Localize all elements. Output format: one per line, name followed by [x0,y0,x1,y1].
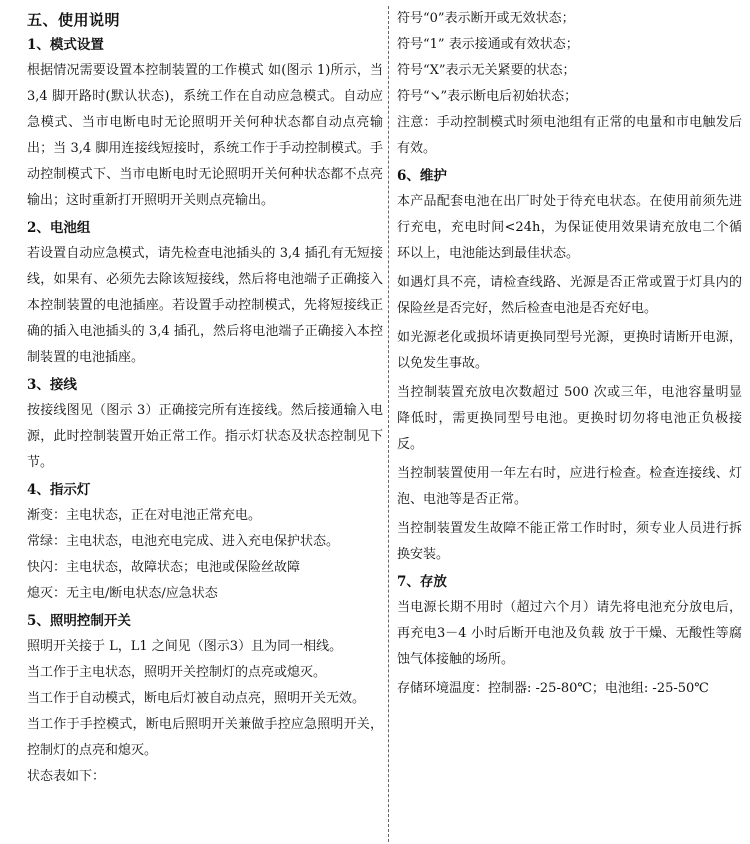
indicator-heading: 4、指示灯 [27,482,91,498]
section-title: 五、使用说明 [27,11,121,29]
maintenance-paragraph: 本产品配套电池在出厂时处于待充电状态。在使用前须先进行充电，充电时间<24h，为保证使用效果请充放电二个循环以上，电池能达到最佳状态。 [397,194,742,261]
lighting-switch-paragraph: 照明开关接于 L，L1 之间见（图示3）且为同一相线。 [27,639,343,654]
symbol-line: 符号“0”表示断开或无效状态； [397,11,575,26]
storage-temperature: 存储环境温度：控制器: -25-80℃；电池组: -25-50℃ [397,681,709,696]
indicator-item: 常绿：主电状态，电池充电完成、进入充电保护状态。 [27,534,340,549]
right-column [397,0,742,705]
note-text: 注意：手动控制模式时须电池组有正常的电量和市电触发后有效。 [397,115,742,156]
lighting-switch-paragraph: 当工作于手控模式，断电后照明开关兼做手控应急照明开关，控制灯的点亮和熄灭。 [27,717,383,758]
battery-text: 若设置自动应急模式，请先检查电池插头的 3,4 插孔有无短接线，如果有、必须先去除该短接线，然后将电池端子正确接入本控制装置的电池插座。若设置手动控制模式，先将短接线正确的插入电池插头的 3,4 插孔，然后将电池端子正确接入本控制装置的电池插座。 [27,246,383,365]
battery-heading: 2、电池组 [27,220,91,236]
lighting-switch-paragraph: 当工作于主电状态，照明开关控制灯的点亮或熄灭。 [27,665,327,680]
symbol-line: 符号“X”表示无关紧要的状态； [397,63,576,78]
maintenance-heading: 6、维护 [397,168,447,184]
indicator-item: 渐变：主电状态，正在对电池正常充电。 [27,508,262,523]
lighting-switch-heading: 5、照明控制开关 [27,613,131,629]
wiring-heading: 3、接线 [27,377,77,393]
mode-setting-heading: 1、模式设置 [27,37,104,53]
maintenance-paragraph: 当控制装置充放电次数超过 500 次或三年，电池容量明显降低时，需更换同型号电池。更换时切勿将电池正负极接反。 [397,385,742,452]
lighting-switch-paragraph: 当工作于自动模式，断电后灯被自动点亮，照明开关无效。 [27,691,366,706]
column-divider [388,6,389,842]
indicator-item: 熄灭：无主电/断电状态/应急状态 [27,586,218,601]
storage-paragraph: 当电源长期不用时（超过六个月）请先将电池充分放电后，再充电3－4 小时后断开电池及负载 放于干燥、无酸性等腐蚀气体接触的场所。 [397,600,742,667]
storage-heading: 7、存放 [397,574,447,590]
status-table-caption: 状态表如下： [27,769,106,784]
indicator-item: 快闪：主电状态，故障状态；电池或保险丝故障 [27,560,301,575]
symbol-line: 符号“↘”表示断电后初始状态； [397,89,578,104]
wiring-text: 按接线图见（图示 3）正确接完所有连接线。然后接通输入电源，此时控制装置开始正常工作。指示灯状态及状态控制见下节。 [27,403,383,470]
maintenance-paragraph: 如光源老化或损坏请更换同型号光源，更换时请断开电源，以免发生事故。 [397,330,742,371]
symbol-line: 符号“1” 表示接通或有效状态； [397,37,579,52]
maintenance-paragraph: 当控制装置使用一年左右时，应进行检查。检查连接线、灯泡、电池等是否正常。 [397,466,742,507]
maintenance-paragraph: 如遇灯具不亮，请检查线路、光源是否正常或置于灯具内的保险丝是否完好，然后检查电池是否充好电。 [397,275,742,316]
mode-setting-text: 根据情况需要设置本控制装置的工作模式 如(图示 1)所示，当 3,4 脚开路时(默认状态)，系统工作在自动应急模式。自动应急模式、当市电断电时无论照明开关何种状态都自动点亮输出；当 3,4 脚用连接线短接时，系统工作于手动控制模式。手动控制模式下、当市电断电时无论照明开关何种状态都不点亮输出；这时重新打开照明开关则点亮输出。 [27,63,388,208]
left-column [27,0,388,790]
maintenance-paragraph: 当控制装置发生故障不能正常工作时时，须专业人员进行拆换安装。 [397,521,742,562]
